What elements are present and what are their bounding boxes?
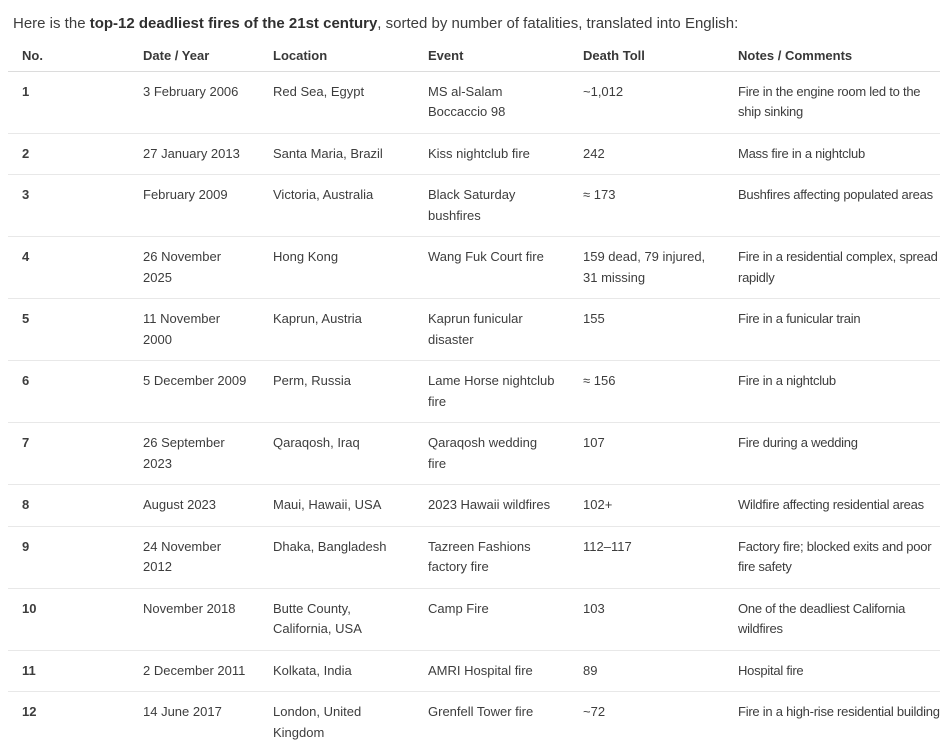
cell-death-toll: ≈ 173 bbox=[569, 175, 724, 237]
cell-location: Dhaka, Bangladesh bbox=[259, 526, 414, 588]
cell-date-year: February 2009 bbox=[129, 175, 259, 237]
cell-event: Qaraqosh wedding fire bbox=[414, 423, 569, 485]
cell-event: Wang Fuk Court fire bbox=[414, 237, 569, 299]
intro-text bbox=[13, 12, 940, 36]
cell-location: Butte County, California, USA bbox=[259, 588, 414, 650]
cell-no: 12 bbox=[8, 692, 129, 753]
cell-death-toll: ~72 bbox=[569, 692, 724, 753]
cell-date-year: August 2023 bbox=[129, 485, 259, 527]
cell-death-toll: 103 bbox=[569, 588, 724, 650]
cell-death-toll: 107 bbox=[569, 423, 724, 485]
cell-location: Maui, Hawaii, USA bbox=[259, 485, 414, 527]
cell-location: Santa Maria, Brazil bbox=[259, 133, 414, 175]
table-row bbox=[8, 299, 940, 361]
column-header-date-year: Date / Year bbox=[129, 46, 259, 71]
cell-no: 5 bbox=[8, 299, 129, 361]
cell-location: Perm, Russia bbox=[259, 361, 414, 423]
column-header-location: Location bbox=[259, 46, 414, 71]
cell-location: Hong Kong bbox=[259, 237, 414, 299]
table-row bbox=[8, 237, 940, 299]
intro-suffix: , sorted by number of fatalities, translated into English: bbox=[377, 15, 738, 32]
header-row bbox=[8, 46, 940, 71]
cell-death-toll: 242 bbox=[569, 133, 724, 175]
cell-notes-comments: Fire in a high-rise residential building bbox=[724, 692, 940, 753]
table-row bbox=[8, 485, 940, 527]
column-header-notes-comments: Notes / Comments bbox=[724, 46, 940, 71]
intro-prefix: Here is the bbox=[13, 15, 90, 32]
cell-notes-comments: Bushfires affecting populated areas bbox=[724, 175, 940, 237]
cell-no: 8 bbox=[8, 485, 129, 527]
cell-death-toll: 112–117 bbox=[569, 526, 724, 588]
cell-date-year: 3 February 2006 bbox=[129, 71, 259, 133]
table-row bbox=[8, 650, 940, 692]
cell-no: 3 bbox=[8, 175, 129, 237]
cell-notes-comments: Hospital fire bbox=[724, 650, 940, 692]
cell-event: Black Saturday bushfires bbox=[414, 175, 569, 237]
cell-event: 2023 Hawaii wildfires bbox=[414, 485, 569, 527]
cell-event: Grenfell Tower fire bbox=[414, 692, 569, 753]
table-row bbox=[8, 588, 940, 650]
cell-location: Kaprun, Austria bbox=[259, 299, 414, 361]
cell-date-year: 26 November 2025 bbox=[129, 237, 259, 299]
column-header-event: Event bbox=[414, 46, 569, 71]
cell-no: 4 bbox=[8, 237, 129, 299]
cell-location: Victoria, Australia bbox=[259, 175, 414, 237]
cell-notes-comments: Wildfire affecting residential areas bbox=[724, 485, 940, 527]
cell-location: Qaraqosh, Iraq bbox=[259, 423, 414, 485]
cell-death-toll: ≈ 156 bbox=[569, 361, 724, 423]
cell-event: Kaprun funicular disaster bbox=[414, 299, 569, 361]
cell-no: 11 bbox=[8, 650, 129, 692]
cell-date-year: 24 November 2012 bbox=[129, 526, 259, 588]
cell-date-year: 2 December 2011 bbox=[129, 650, 259, 692]
cell-notes-comments: Mass fire in a nightclub bbox=[724, 133, 940, 175]
cell-event: MS al-Salam Boccaccio 98 bbox=[414, 71, 569, 133]
cell-date-year: 11 November 2000 bbox=[129, 299, 259, 361]
cell-date-year: November 2018 bbox=[129, 588, 259, 650]
cell-death-toll: 159 dead, 79 injured, 31 missing bbox=[569, 237, 724, 299]
table-row bbox=[8, 175, 940, 237]
table-body bbox=[8, 71, 940, 753]
cell-location: Kolkata, India bbox=[259, 650, 414, 692]
cell-no: 6 bbox=[8, 361, 129, 423]
cell-event: Kiss nightclub fire bbox=[414, 133, 569, 175]
cell-notes-comments: Factory fire; blocked exits and poor fire safety bbox=[724, 526, 940, 588]
cell-event: Tazreen Fashions factory fire bbox=[414, 526, 569, 588]
table-row bbox=[8, 423, 940, 485]
cell-event: AMRI Hospital fire bbox=[414, 650, 569, 692]
cell-death-toll: 89 bbox=[569, 650, 724, 692]
cell-notes-comments: Fire in a nightclub bbox=[724, 361, 940, 423]
cell-location: Red Sea, Egypt bbox=[259, 71, 414, 133]
column-header-no: No. bbox=[8, 46, 129, 71]
table-header bbox=[8, 46, 940, 71]
cell-notes-comments: Fire in the engine room led to the ship sinking bbox=[724, 71, 940, 133]
table-row bbox=[8, 526, 940, 588]
cell-no: 10 bbox=[8, 588, 129, 650]
cell-notes-comments: Fire during a wedding bbox=[724, 423, 940, 485]
column-header-death-toll: Death Toll bbox=[569, 46, 724, 71]
cell-no: 1 bbox=[8, 71, 129, 133]
intro-bold-phrase: top-12 deadliest fires of the 21st century bbox=[90, 15, 378, 32]
cell-notes-comments: Fire in a residential complex, spread rapidly bbox=[724, 237, 940, 299]
cell-event: Lame Horse nightclub fire bbox=[414, 361, 569, 423]
cell-date-year: 27 January 2013 bbox=[129, 133, 259, 175]
cell-no: 7 bbox=[8, 423, 129, 485]
cell-death-toll: ~1,012 bbox=[569, 71, 724, 133]
cell-location: London, United Kingdom bbox=[259, 692, 414, 753]
cell-no: 9 bbox=[8, 526, 129, 588]
cell-date-year: 26 September 2023 bbox=[129, 423, 259, 485]
cell-date-year: 5 December 2009 bbox=[129, 361, 259, 423]
cell-date-year: 14 June 2017 bbox=[129, 692, 259, 753]
cell-notes-comments: One of the deadliest California wildfires bbox=[724, 588, 940, 650]
cell-death-toll: 102+ bbox=[569, 485, 724, 527]
table-row bbox=[8, 71, 940, 133]
cell-event: Camp Fire bbox=[414, 588, 569, 650]
cell-no: 2 bbox=[8, 133, 129, 175]
deadliest-fires-table bbox=[8, 46, 940, 753]
table-row bbox=[8, 692, 940, 753]
cell-notes-comments: Fire in a funicular train bbox=[724, 299, 940, 361]
cell-death-toll: 155 bbox=[569, 299, 724, 361]
table-row bbox=[8, 361, 940, 423]
table-row bbox=[8, 133, 940, 175]
